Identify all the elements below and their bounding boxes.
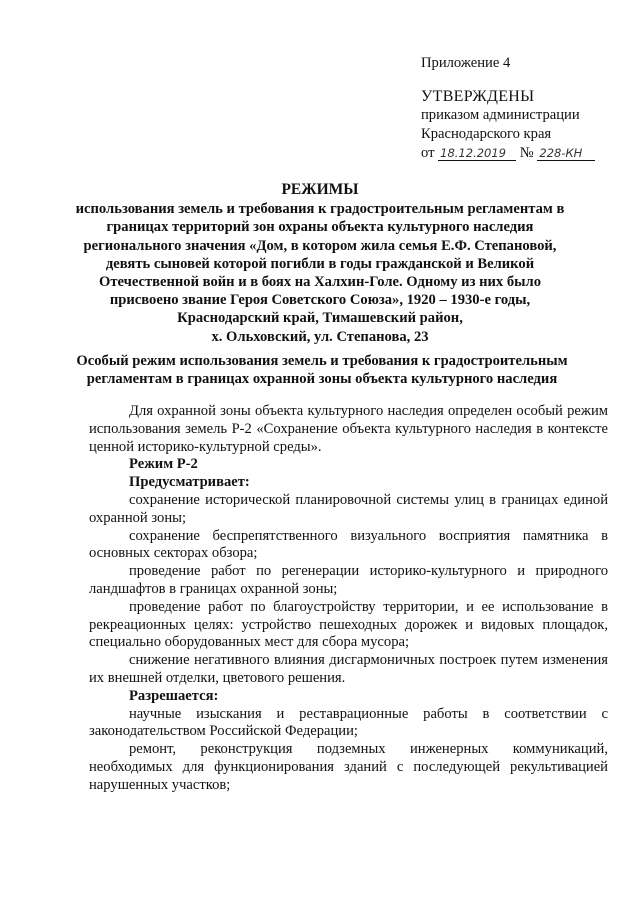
appendix-label: Приложение 4 [421, 55, 511, 71]
document-title-block [70, 181, 570, 346]
provides-item: проведение работ по регенерации историко-культурного и природного ландшафтов в границах охранной зоны; [89, 563, 608, 597]
provides-item: проведение работ по благоустройству территории, и ее использование в рекреационных целях: устройство пешеходных дорожек и видовых площадок, специально оборудованных мест для сбора мусора; [89, 598, 608, 651]
document-body [89, 403, 608, 795]
allowed-item: научные изыскания и реставрационные работы в соответствии с законодательством Российской Федерации; [89, 705, 608, 740]
approval-line-2: Краснодарского края [421, 126, 552, 142]
subtitle-line: регионального значения «Дом, в котором жила семья Е.Ф. Степановой, [83, 237, 557, 254]
subtitle-line: девять сыновей которой погибли в годы гражданской и Великой [105, 255, 535, 272]
provides-item: сохранение беспрепятственного визуального восприятия памятника в основных секторах обзора; [89, 527, 608, 562]
allowed-item: ремонт, реконструкция подземных инженерных коммуникаций, необходимых для функционирования зданий с последующей рекультивацией нарушенных участков; [89, 741, 608, 793]
section-heading [70, 352, 574, 388]
subtitle-line: использования земель и требования к градостроительным регламентам в [75, 201, 565, 218]
allowed-heading: Разрешается: [129, 687, 219, 704]
subtitle-line: присвоено звание Героя Советского Союза», 1920 – 1930-е годы, [109, 292, 531, 309]
intro-paragraph: Для охранной зоны объекта культурного наследия определен особый режим использования земель Р-2 «Сохранение объекта культурного наследия в контексте ценной историко-культурной среды». [89, 403, 608, 455]
order-number: 228-КН [537, 146, 595, 161]
subtitle-line: Краснодарский край, Тимашевский район, [177, 310, 463, 327]
from-label: от [421, 145, 435, 161]
document-title: РЕЖИМЫ [281, 181, 359, 198]
approval-block [421, 54, 595, 163]
section-heading-line: Особый режим использования земель и требования к градостроительным [76, 353, 568, 369]
number-sign: № [519, 145, 534, 161]
approved-heading: УТВЕРЖДЕНЫ [421, 88, 535, 105]
regime-heading: Режим Р-2 [129, 456, 198, 473]
subtitle-line: х. Ольховский, ул. Степанова, 23 [211, 328, 429, 345]
subtitle-line: Отечественной войн и в боях на Халхин-Голе. Одному из них было [98, 274, 542, 291]
order-date: 18.12.2019 [438, 146, 516, 161]
provides-item: снижение негативного влияния дисгармоничных построек путем изменения их внешней отделки, цветового решения. [89, 652, 608, 686]
provides-heading: Предусматривает: [129, 474, 250, 491]
provides-item: сохранение исторической планировочной системы улиц в границах единой охранной зоны; [89, 491, 608, 526]
approval-line-1: приказом администрации [421, 107, 580, 123]
section-heading-line: регламентам в границах охранной зоны объекта культурного наследия [86, 371, 558, 388]
order-reference [421, 144, 595, 163]
subtitle-line: границах территорий зон охраны объекта культурного наследия [106, 219, 534, 236]
